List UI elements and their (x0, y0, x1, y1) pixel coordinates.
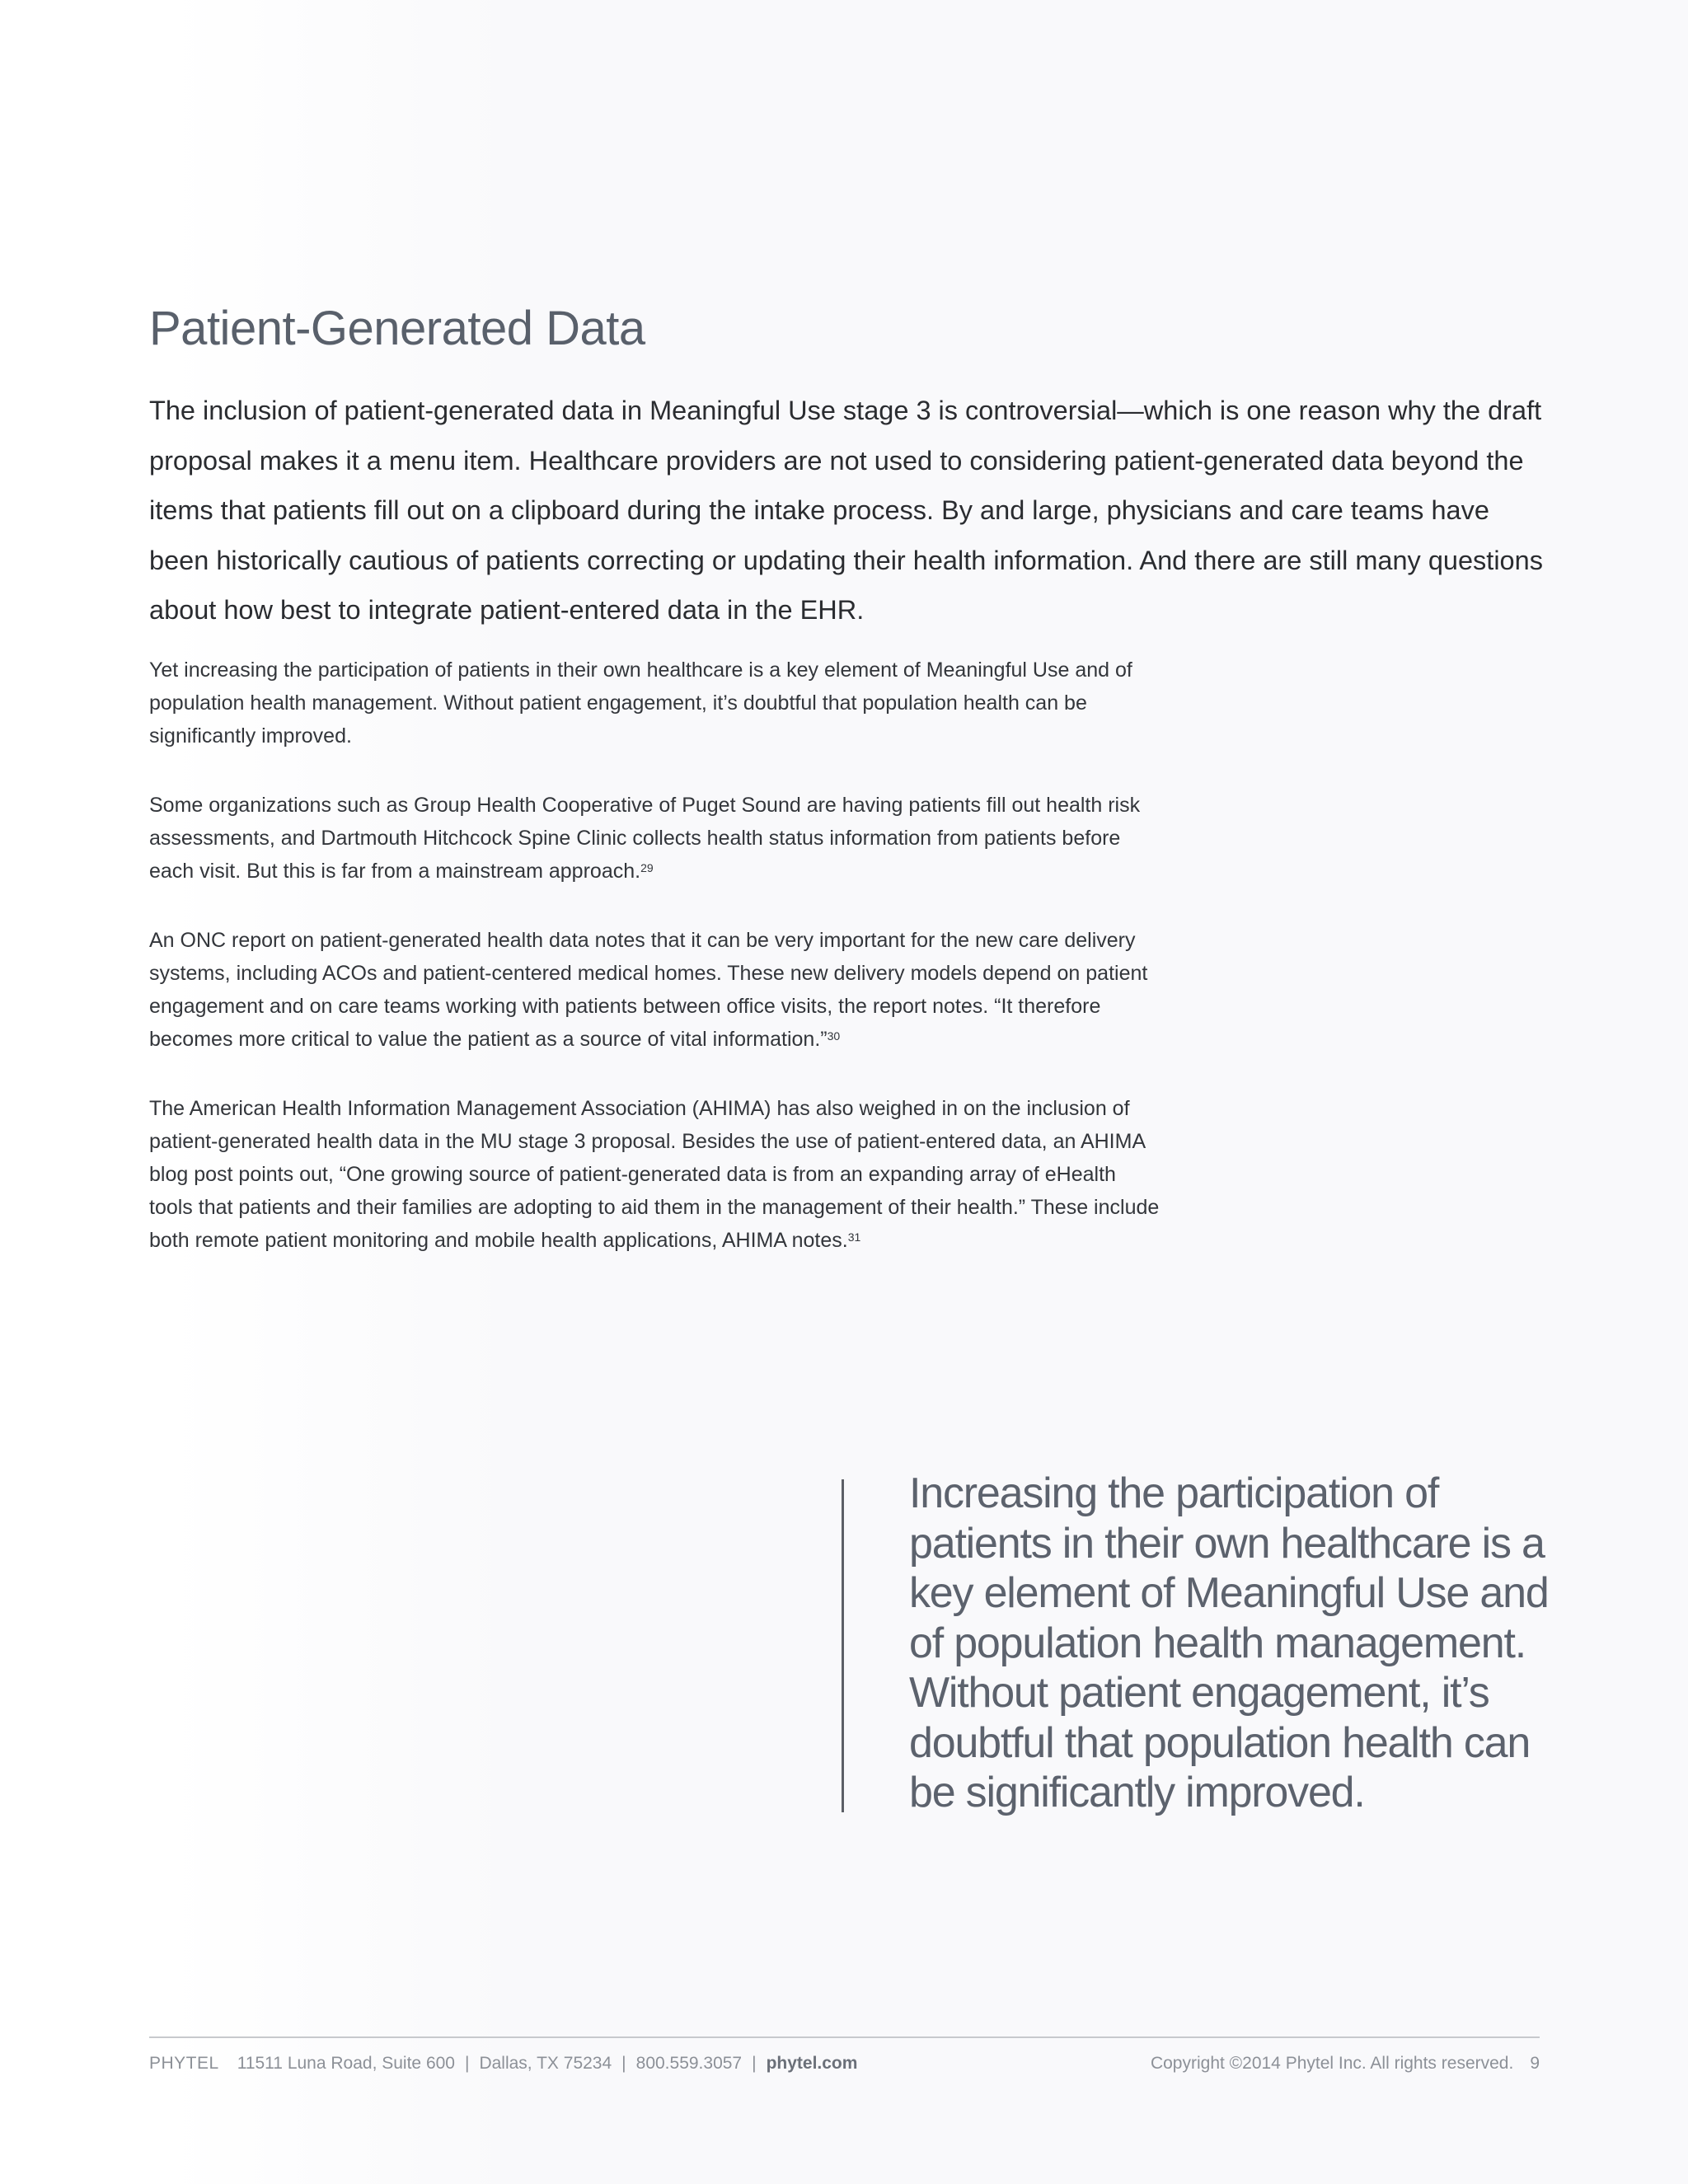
page-title: Patient-Generated Data (149, 302, 645, 355)
footer-copyright: Copyright ©2014 Phytel Inc. All rights reserved. (1150, 2054, 1514, 2073)
page-number: 9 (1530, 2054, 1540, 2073)
footer-phone: 800.559.3057 (635, 2054, 743, 2073)
footer-website-link[interactable]: phytel.com (766, 2054, 858, 2073)
footer-rights (1151, 2050, 1540, 2077)
body-column (149, 654, 1163, 1293)
paragraph-text: An ONC report on patient-generated health data notes that it can be very important for the new care delivery systems, including ACOs and patient-centered medical homes. These new delivery models depend on patient engagement and on care teams working with patients between office visits, the report notes. “It therefore becomes more critical to value the patient as a source of vital information.” (149, 929, 1148, 1051)
footnote-ref: 30 (827, 1029, 841, 1043)
paragraph-text: Some organizations such as Group Health Cooperative of Puget Sound are having patients fill out health risk assessments, and Dartmouth Hitchcock Spine Clinic collects health status information from patients before each visit. But this is far from a mainstream approach. (149, 794, 1141, 883)
footnote-ref: 29 (640, 861, 654, 874)
body-paragraph (149, 654, 1163, 752)
footer-separator: | (621, 2054, 626, 2073)
lead-paragraph: The inclusion of patient-generated data in Meaningful Use stage 3 is controversial—which is one reason why the draft proposal makes it a menu item. Healthcare providers are not used to considering patient-generated data beyond the items that patients fill out on a clipboard during the intake process. By and large, physicians and care teams have been historically cautious of patients correcting or updating their health information. And there are still many questions about how best to integrate patient-entered data in the EHR. (149, 396, 1543, 625)
page-footer (149, 2050, 1540, 2077)
body-paragraph (149, 789, 1163, 888)
pull-quote-rule (842, 1479, 844, 1812)
footer-separator: | (752, 2054, 757, 2073)
pull-quote: Increasing the participation of patients in their own healthcare is a key element of Meaningful Use and of population health management. Without patient engagement, it’s doubtful that population health can be significantly improved. (909, 1469, 1549, 1816)
footer-company: PHYTEL (149, 2054, 219, 2073)
paragraph-text: Yet increasing the participation of patients in their own healthcare is a key element of Meaningful Use and of population health management. Without patient engagement, it’s doubtful that population health can be significantly improved. (149, 658, 1132, 748)
footer-city: Dallas, TX 75234 (479, 2054, 612, 2073)
footnote-ref: 31 (847, 1230, 861, 1244)
footer-divider (149, 2036, 1540, 2038)
footer-separator: | (464, 2054, 470, 2073)
footer-address: 11511 Luna Road, Suite 600 (237, 2054, 455, 2073)
body-paragraph (149, 924, 1163, 1056)
body-paragraph (149, 1092, 1163, 1257)
footer-contact (149, 2050, 857, 2077)
paragraph-text: The American Health Information Management Association (AHIMA) has also weighed in on the inclusion of patient-generated health data in the MU stage 3 proposal. Besides the use of patient-entered data, an AHIMA blog post points out, “One growing source of patient-generated data is from an expanding array of eHealth tools that patients and their families are adopting to aid them in the management of their health.” These include both remote patient monitoring and mobile health applications, AHIMA notes. (149, 1097, 1160, 1252)
